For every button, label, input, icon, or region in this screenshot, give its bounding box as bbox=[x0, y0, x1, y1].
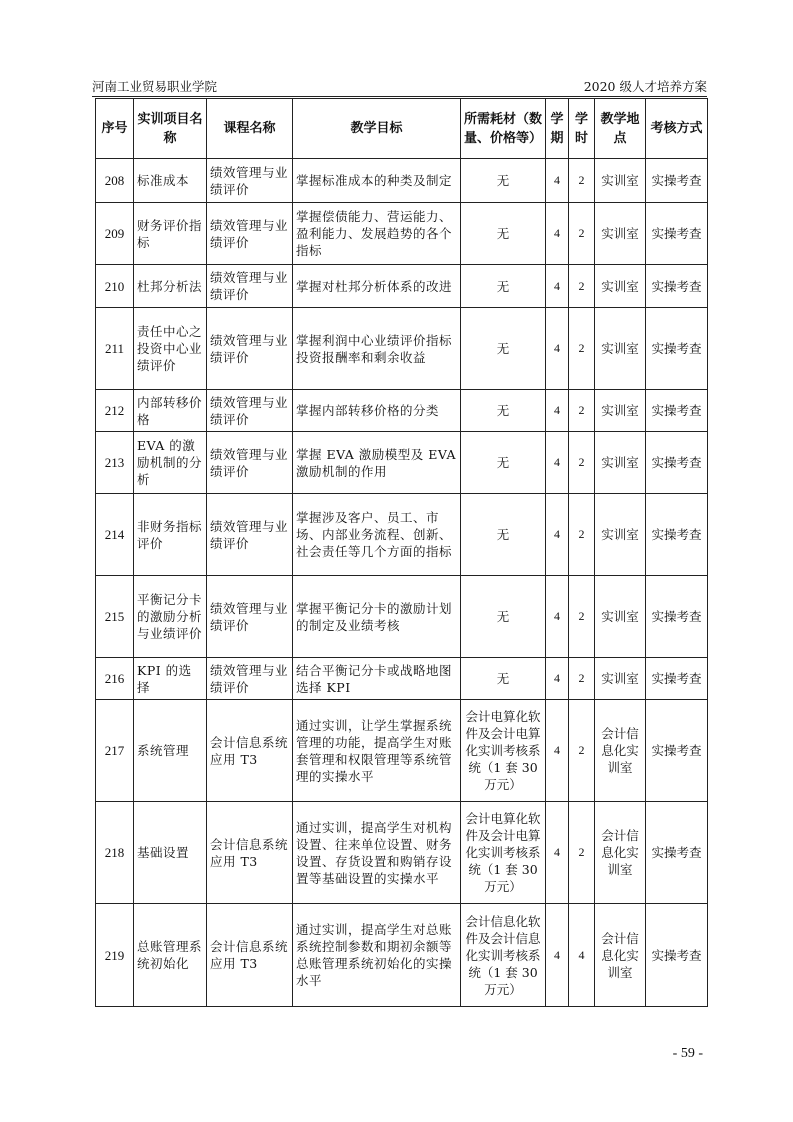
term-cell: 4 bbox=[546, 265, 569, 308]
training-table bbox=[95, 98, 708, 1007]
teaching-goal-cell: 掌握偿债能力、营运能力、盈利能力、发展趋势的各个指标 bbox=[293, 203, 461, 265]
hours-cell: 2 bbox=[569, 390, 595, 432]
document-title: 2020 级人才培养方案 bbox=[583, 79, 707, 94]
location-cell: 会计信息化实训室 bbox=[595, 802, 646, 904]
table-row bbox=[96, 658, 708, 700]
material-cell: 无 bbox=[461, 308, 546, 390]
col-header-material: 所需耗材（数量、价格等） bbox=[461, 99, 546, 159]
course-name-cell: 绩效管理与业绩评价 bbox=[207, 432, 293, 494]
material-cell: 无 bbox=[461, 432, 546, 494]
hours-cell: 2 bbox=[569, 159, 595, 203]
hours-cell: 2 bbox=[569, 432, 595, 494]
teaching-goal-cell: 掌握平衡记分卡的激励计划的制定及业绩考核 bbox=[293, 576, 461, 658]
teaching-goal-cell: 结合平衡记分卡或战略地图选择 KPI bbox=[293, 658, 461, 700]
assessment-cell: 实操考查 bbox=[646, 904, 708, 1007]
material-cell: 无 bbox=[461, 265, 546, 308]
teaching-goal-cell: 通过实训，提高学生对总账系统控制参数和期初余额等总账管理系统初始化的实操水平 bbox=[293, 904, 461, 1007]
assessment-cell: 实操考查 bbox=[646, 308, 708, 390]
term-cell: 4 bbox=[546, 203, 569, 265]
material-cell: 无 bbox=[461, 159, 546, 203]
assessment-cell: 实操考查 bbox=[646, 700, 708, 802]
col-header-hours: 学时 bbox=[569, 99, 595, 159]
course-name-cell: 绩效管理与业绩评价 bbox=[207, 494, 293, 576]
col-header-assess: 考核方式 bbox=[646, 99, 708, 159]
location-cell: 实训室 bbox=[595, 432, 646, 494]
assessment-cell: 实操考查 bbox=[646, 432, 708, 494]
assessment-cell: 实操考查 bbox=[646, 658, 708, 700]
term-cell: 4 bbox=[546, 494, 569, 576]
term-cell: 4 bbox=[546, 159, 569, 203]
material-cell: 无 bbox=[461, 576, 546, 658]
assessment-cell: 实操考查 bbox=[646, 390, 708, 432]
table-row bbox=[96, 203, 708, 265]
hours-cell: 2 bbox=[569, 203, 595, 265]
table-row bbox=[96, 576, 708, 658]
table-row bbox=[96, 308, 708, 390]
item-name-cell: 杜邦分析法 bbox=[134, 265, 207, 308]
item-name-cell: 标准成本 bbox=[134, 159, 207, 203]
col-header-course: 课程名称 bbox=[207, 99, 293, 159]
location-cell: 实训室 bbox=[595, 576, 646, 658]
row-number-cell: 211 bbox=[96, 308, 134, 390]
col-header-place: 教学地点 bbox=[595, 99, 646, 159]
teaching-goal-cell: 掌握 EVA 激励模型及 EVA 激励机制的作用 bbox=[293, 432, 461, 494]
term-cell: 4 bbox=[546, 308, 569, 390]
row-number-cell: 210 bbox=[96, 265, 134, 308]
location-cell: 实训室 bbox=[595, 308, 646, 390]
col-header-goal: 教学目标 bbox=[293, 99, 461, 159]
term-cell: 4 bbox=[546, 432, 569, 494]
table-row bbox=[96, 265, 708, 308]
hours-cell: 2 bbox=[569, 700, 595, 802]
table-header-row bbox=[96, 99, 708, 159]
item-name-cell: KPI 的选择 bbox=[134, 658, 207, 700]
course-name-cell: 绩效管理与业绩评价 bbox=[207, 576, 293, 658]
course-name-cell: 绩效管理与业绩评价 bbox=[207, 658, 293, 700]
school-name: 河南工业贸易职业学院 bbox=[92, 79, 218, 94]
term-cell: 4 bbox=[546, 576, 569, 658]
location-cell: 会计信息化实训室 bbox=[595, 700, 646, 802]
location-cell: 实训室 bbox=[595, 203, 646, 265]
material-cell: 会计电算化软件及会计电算化实训考核系统（1 套 30 万元） bbox=[461, 700, 546, 802]
term-cell: 4 bbox=[546, 700, 569, 802]
item-name-cell: 总账管理系统初始化 bbox=[134, 904, 207, 1007]
teaching-goal-cell: 掌握内部转移价格的分类 bbox=[293, 390, 461, 432]
item-name-cell: 系统管理 bbox=[134, 700, 207, 802]
assessment-cell: 实操考查 bbox=[646, 159, 708, 203]
teaching-goal-cell: 掌握涉及客户、员工、市场、内部业务流程、创新、社会责任等几个方面的指标 bbox=[293, 494, 461, 576]
material-cell: 无 bbox=[461, 658, 546, 700]
item-name-cell: 基础设置 bbox=[134, 802, 207, 904]
term-cell: 4 bbox=[546, 390, 569, 432]
course-name-cell: 会计信息系统应用 T3 bbox=[207, 904, 293, 1007]
table-row bbox=[96, 700, 708, 802]
location-cell: 会计信息化实训室 bbox=[595, 904, 646, 1007]
hours-cell: 4 bbox=[569, 904, 595, 1007]
table-row bbox=[96, 432, 708, 494]
row-number-cell: 213 bbox=[96, 432, 134, 494]
table-row bbox=[96, 904, 708, 1007]
row-number-cell: 218 bbox=[96, 802, 134, 904]
assessment-cell: 实操考查 bbox=[646, 203, 708, 265]
row-number-cell: 212 bbox=[96, 390, 134, 432]
location-cell: 实训室 bbox=[595, 494, 646, 576]
item-name-cell: 责任中心之投资中心业绩评价 bbox=[134, 308, 207, 390]
location-cell: 实训室 bbox=[595, 390, 646, 432]
item-name-cell: 非财务指标评价 bbox=[134, 494, 207, 576]
table-row bbox=[96, 390, 708, 432]
hours-cell: 2 bbox=[569, 494, 595, 576]
course-name-cell: 绩效管理与业绩评价 bbox=[207, 308, 293, 390]
row-number-cell: 219 bbox=[96, 904, 134, 1007]
material-cell: 无 bbox=[461, 494, 546, 576]
term-cell: 4 bbox=[546, 904, 569, 1007]
page-header bbox=[92, 74, 707, 97]
page-number: - 59 - bbox=[672, 1046, 703, 1061]
hours-cell: 2 bbox=[569, 576, 595, 658]
table-row bbox=[96, 802, 708, 904]
hours-cell: 2 bbox=[569, 308, 595, 390]
term-cell: 4 bbox=[546, 802, 569, 904]
assessment-cell: 实操考查 bbox=[646, 802, 708, 904]
row-number-cell: 209 bbox=[96, 203, 134, 265]
item-name-cell: EVA 的激励机制的分析 bbox=[134, 432, 207, 494]
row-number-cell: 215 bbox=[96, 576, 134, 658]
course-name-cell: 绩效管理与业绩评价 bbox=[207, 265, 293, 308]
table-row bbox=[96, 494, 708, 576]
col-header-term: 学期 bbox=[546, 99, 569, 159]
teaching-goal-cell: 掌握利润中心业绩评价指标投资报酬率和剩余收益 bbox=[293, 308, 461, 390]
assessment-cell: 实操考查 bbox=[646, 494, 708, 576]
item-name-cell: 财务评价指标 bbox=[134, 203, 207, 265]
table-row bbox=[96, 159, 708, 203]
teaching-goal-cell: 掌握标准成本的种类及制定 bbox=[293, 159, 461, 203]
course-name-cell: 绩效管理与业绩评价 bbox=[207, 390, 293, 432]
assessment-cell: 实操考查 bbox=[646, 265, 708, 308]
course-name-cell: 绩效管理与业绩评价 bbox=[207, 203, 293, 265]
teaching-goal-cell: 通过实训，提高学生对机构设置、往来单位设置、财务设置、存货设置和购销存设置等基础设置的实操水平 bbox=[293, 802, 461, 904]
material-cell: 无 bbox=[461, 203, 546, 265]
col-header-no: 序号 bbox=[96, 99, 134, 159]
teaching-goal-cell: 掌握对杜邦分析体系的改进 bbox=[293, 265, 461, 308]
location-cell: 实训室 bbox=[595, 159, 646, 203]
location-cell: 实训室 bbox=[595, 265, 646, 308]
row-number-cell: 217 bbox=[96, 700, 134, 802]
material-cell: 无 bbox=[461, 390, 546, 432]
material-cell: 会计电算化软件及会计电算化实训考核系统（1 套 30 万元） bbox=[461, 802, 546, 904]
location-cell: 实训室 bbox=[595, 658, 646, 700]
item-name-cell: 平衡记分卡的激励分析与业绩评价 bbox=[134, 576, 207, 658]
hours-cell: 2 bbox=[569, 802, 595, 904]
assessment-cell: 实操考查 bbox=[646, 576, 708, 658]
hours-cell: 2 bbox=[569, 265, 595, 308]
row-number-cell: 214 bbox=[96, 494, 134, 576]
item-name-cell: 内部转移价格 bbox=[134, 390, 207, 432]
row-number-cell: 208 bbox=[96, 159, 134, 203]
material-cell: 会计信息化软件及会计信息化实训考核系统（1 套 30 万元） bbox=[461, 904, 546, 1007]
course-name-cell: 会计信息系统应用 T3 bbox=[207, 802, 293, 904]
hours-cell: 2 bbox=[569, 658, 595, 700]
course-name-cell: 绩效管理与业绩评价 bbox=[207, 159, 293, 203]
teaching-goal-cell: 通过实训，让学生掌握系统管理的功能，提高学生对账套管理和权限管理等系统管理的实操水平 bbox=[293, 700, 461, 802]
col-header-item: 实训项目名称 bbox=[134, 99, 207, 159]
term-cell: 4 bbox=[546, 658, 569, 700]
course-name-cell: 会计信息系统应用 T3 bbox=[207, 700, 293, 802]
row-number-cell: 216 bbox=[96, 658, 134, 700]
